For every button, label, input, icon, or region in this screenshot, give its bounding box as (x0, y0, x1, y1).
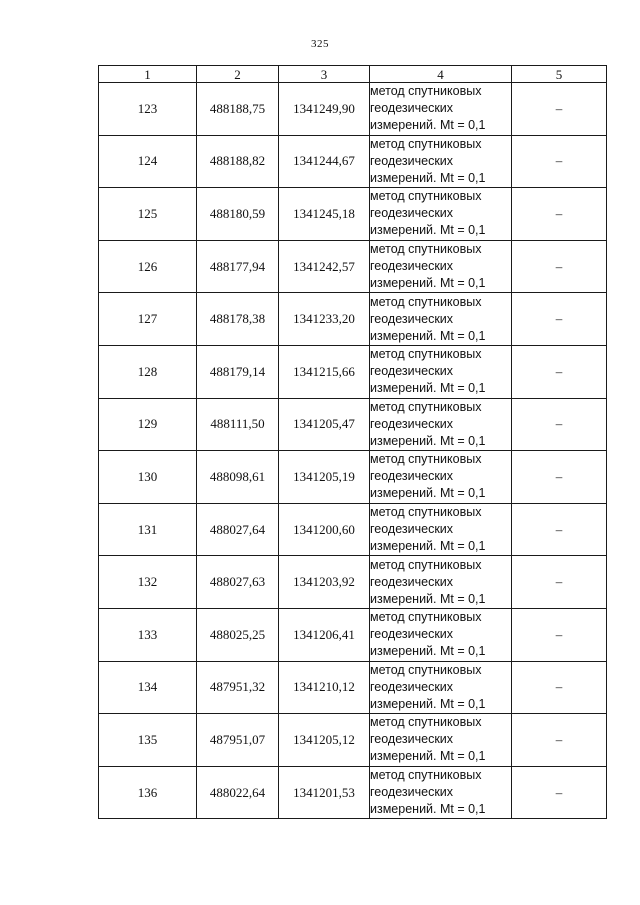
note-cell: – (512, 345, 607, 398)
note-cell: – (512, 714, 607, 767)
method-cell (370, 503, 512, 556)
note-cell: – (512, 661, 607, 714)
method-line: геодезических (370, 259, 454, 274)
y-coordinate-cell: 1341210,12 (279, 661, 370, 714)
note-cell: – (512, 240, 607, 293)
x-coordinate-cell: 488098,61 (197, 451, 279, 504)
point-number-cell: 135 (99, 714, 197, 767)
method-line: измерений. Mt = 0,1 (370, 486, 486, 501)
note-cell: – (512, 608, 607, 661)
method-line: геодезических (370, 311, 454, 326)
x-coordinate-cell: 488188,75 (197, 83, 279, 136)
point-number-cell: 130 (99, 451, 197, 504)
column-header-5: 5 (512, 66, 607, 83)
page-number: 325 (311, 38, 329, 50)
method-line: геодезических (370, 679, 454, 694)
x-coordinate-cell: 488027,63 (197, 556, 279, 609)
point-number-cell: 127 (99, 293, 197, 346)
method-cell (370, 293, 512, 346)
method-line: метод спутниковых (370, 347, 482, 362)
note-cell: – (512, 135, 607, 188)
method-cell (370, 608, 512, 661)
note-cell: – (512, 556, 607, 609)
y-coordinate-cell: 1341245,18 (279, 188, 370, 241)
method-line: измерений. Mt = 0,1 (370, 223, 486, 238)
column-header-3: 3 (279, 66, 370, 83)
method-line: геодезических (370, 732, 454, 747)
table-row (99, 556, 607, 609)
note-cell: – (512, 188, 607, 241)
y-coordinate-cell: 1341205,47 (279, 398, 370, 451)
x-coordinate-cell: 488188,82 (197, 135, 279, 188)
method-line: измерений. Mt = 0,1 (370, 644, 486, 659)
method-line: геодезических (370, 574, 454, 589)
method-line: измерений. Mt = 0,1 (370, 433, 486, 448)
note-cell: – (512, 293, 607, 346)
method-line: метод спутниковых (370, 136, 482, 151)
y-coordinate-cell: 1341242,57 (279, 240, 370, 293)
method-line: измерений. Mt = 0,1 (370, 696, 486, 711)
method-cell (370, 83, 512, 136)
method-cell (370, 451, 512, 504)
method-cell (370, 556, 512, 609)
x-coordinate-cell: 488027,64 (197, 503, 279, 556)
method-cell (370, 188, 512, 241)
y-coordinate-cell: 1341244,67 (279, 135, 370, 188)
method-line: измерений. Mt = 0,1 (370, 276, 486, 291)
column-header-2: 2 (197, 66, 279, 83)
coordinates-table (98, 65, 607, 819)
method-line: геодезических (370, 627, 454, 642)
point-number-cell: 132 (99, 556, 197, 609)
x-coordinate-cell: 488179,14 (197, 345, 279, 398)
note-cell: – (512, 83, 607, 136)
y-coordinate-cell: 1341215,66 (279, 345, 370, 398)
table-row (99, 766, 607, 819)
method-line: геодезических (370, 101, 454, 116)
column-header-1: 1 (99, 66, 197, 83)
table-row (99, 83, 607, 136)
column-header-4: 4 (370, 66, 512, 83)
y-coordinate-cell: 1341233,20 (279, 293, 370, 346)
method-cell (370, 240, 512, 293)
table-row (99, 293, 607, 346)
point-number-cell: 131 (99, 503, 197, 556)
method-line: измерений. Mt = 0,1 (370, 328, 486, 343)
method-cell (370, 766, 512, 819)
method-line: измерений. Mt = 0,1 (370, 802, 486, 817)
y-coordinate-cell: 1341203,92 (279, 556, 370, 609)
x-coordinate-cell: 488025,25 (197, 608, 279, 661)
y-coordinate-cell: 1341205,19 (279, 451, 370, 504)
x-coordinate-cell: 487951,32 (197, 661, 279, 714)
method-line: измерений. Mt = 0,1 (370, 749, 486, 764)
table-body (99, 83, 607, 819)
table-row (99, 503, 607, 556)
method-line: метод спутниковых (370, 715, 482, 730)
x-coordinate-cell: 487951,07 (197, 714, 279, 767)
table-header-row (99, 66, 607, 83)
method-cell (370, 135, 512, 188)
method-line: метод спутниковых (370, 399, 482, 414)
method-line: измерений. Mt = 0,1 (370, 539, 486, 554)
point-number-cell: 129 (99, 398, 197, 451)
point-number-cell: 125 (99, 188, 197, 241)
method-line: геодезических (370, 153, 454, 168)
note-cell: – (512, 766, 607, 819)
table-row (99, 608, 607, 661)
method-line: измерений. Mt = 0,1 (370, 170, 486, 185)
method-line: геодезических (370, 785, 454, 800)
x-coordinate-cell: 488177,94 (197, 240, 279, 293)
table-row (99, 398, 607, 451)
point-number-cell: 128 (99, 345, 197, 398)
table-row (99, 188, 607, 241)
note-cell: – (512, 503, 607, 556)
note-cell: – (512, 451, 607, 504)
y-coordinate-cell: 1341201,53 (279, 766, 370, 819)
method-cell (370, 661, 512, 714)
y-coordinate-cell: 1341205,12 (279, 714, 370, 767)
method-line: геодезических (370, 469, 454, 484)
method-line: метод спутниковых (370, 452, 482, 467)
method-line: измерений. Mt = 0,1 (370, 591, 486, 606)
table-row (99, 451, 607, 504)
table-row (99, 135, 607, 188)
table-row (99, 345, 607, 398)
point-number-cell: 133 (99, 608, 197, 661)
point-number-cell: 123 (99, 83, 197, 136)
method-line: метод спутниковых (370, 294, 482, 309)
point-number-cell: 124 (99, 135, 197, 188)
method-cell (370, 345, 512, 398)
note-cell: – (512, 398, 607, 451)
table-row (99, 661, 607, 714)
method-cell (370, 714, 512, 767)
method-line: геодезических (370, 522, 454, 537)
method-line: измерений. Mt = 0,1 (370, 381, 486, 396)
method-line: метод спутниковых (370, 505, 482, 520)
point-number-cell: 126 (99, 240, 197, 293)
method-line: геодезических (370, 364, 454, 379)
method-cell (370, 398, 512, 451)
method-line: метод спутниковых (370, 768, 482, 783)
x-coordinate-cell: 488178,38 (197, 293, 279, 346)
method-line: метод спутниковых (370, 242, 482, 257)
y-coordinate-cell: 1341249,90 (279, 83, 370, 136)
point-number-cell: 134 (99, 661, 197, 714)
x-coordinate-cell: 488022,64 (197, 766, 279, 819)
y-coordinate-cell: 1341200,60 (279, 503, 370, 556)
table-row (99, 240, 607, 293)
point-number-cell: 136 (99, 766, 197, 819)
method-line: метод спутниковых (370, 557, 482, 572)
y-coordinate-cell: 1341206,41 (279, 608, 370, 661)
method-line: измерений. Mt = 0,1 (370, 118, 486, 133)
method-line: геодезических (370, 206, 454, 221)
x-coordinate-cell: 488111,50 (197, 398, 279, 451)
method-line: метод спутниковых (370, 662, 482, 677)
method-line: метод спутниковых (370, 610, 482, 625)
method-line: метод спутниковых (370, 84, 482, 99)
x-coordinate-cell: 488180,59 (197, 188, 279, 241)
table-row (99, 714, 607, 767)
method-line: геодезических (370, 416, 454, 431)
method-line: метод спутниковых (370, 189, 482, 204)
